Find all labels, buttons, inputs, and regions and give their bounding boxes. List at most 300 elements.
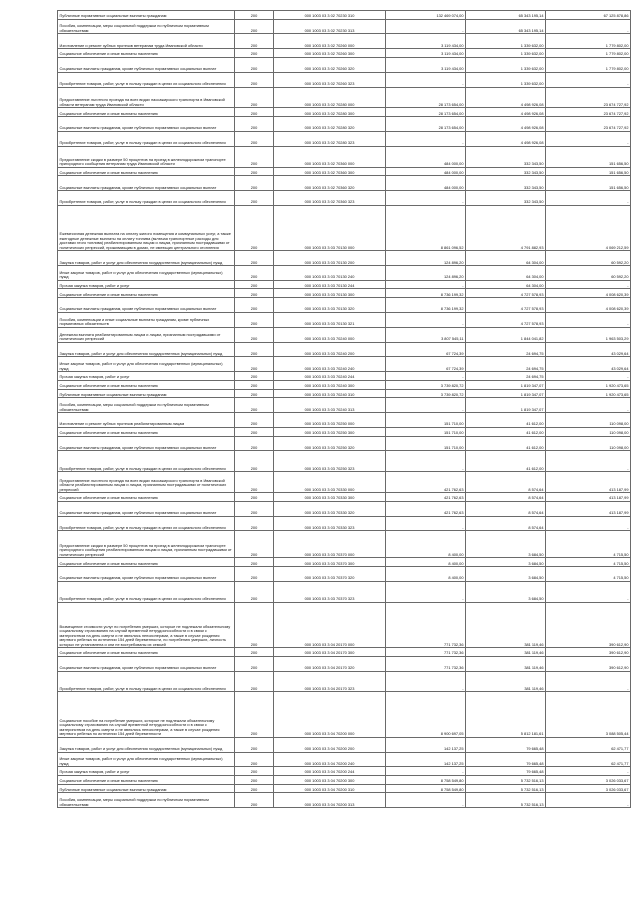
table-row [58, 191, 631, 206]
unexecuted-amount-cell: - [546, 671, 631, 692]
executed-amount-cell: 4 498 926,08 [466, 108, 546, 117]
line-code-cell: 200 [235, 191, 274, 206]
approved-amount-cell: 142 137,25 [386, 752, 466, 767]
budget-execution-table [57, 10, 631, 808]
expense-name-cell: Приобретение товаров, работ, услуг в пользу граждан в целях их социального обеспечения [58, 451, 235, 472]
unexecuted-amount-cell: 413 187,99 [546, 493, 631, 502]
line-code-cell: 200 [235, 117, 274, 132]
expense-name-cell: Приобретение товаров, работ, услуг в пользу граждан в целях их социального обеспечения [58, 131, 235, 146]
approved-amount-cell: 421 762,63 [386, 493, 466, 502]
classification-code-cell: 000 1003 03 3 02 70230 310 [274, 11, 386, 20]
unexecuted-amount-cell: - [546, 72, 631, 87]
expense-name-cell: Приобретение товаров, работ, услуг в пользу граждан в целях их социального обеспечения [58, 72, 235, 87]
table-row [58, 87, 631, 108]
table-row [58, 389, 631, 398]
classification-code-cell: 000 1003 03 3 03 70130 244 [274, 280, 386, 289]
expense-name-cell: Социальные выплаты гражданам, кроме публичных нормативных социальных выплат [58, 656, 235, 671]
expense-name-cell: Денежная выплата реабилитированным лицам и лицам, признанным пострадавшими от политических репрессий [58, 327, 235, 342]
table-row [58, 752, 631, 767]
executed-amount-cell: 381 119,46 [466, 648, 546, 657]
line-code-cell: 200 [235, 493, 274, 502]
approved-amount-cell: 142 137,25 [386, 737, 466, 752]
expense-name-cell: Пособия, компенсации, меры социальной поддержки по публичным нормативным обязательствам [58, 19, 235, 34]
approved-amount-cell: 3 119 434,00 [386, 34, 466, 49]
table-row [58, 11, 631, 20]
line-code-cell: 200 [235, 427, 274, 436]
line-code-cell: 200 [235, 342, 274, 357]
classification-code-cell: 000 1003 03 3 03 70240 244 [274, 372, 386, 381]
line-code-cell: 200 [235, 167, 274, 176]
expense-name-cell: Иные закупки товаров, работ и услуг для обеспечения государственных (муниципальных) нужд [58, 752, 235, 767]
unexecuted-amount-cell: - [546, 767, 631, 776]
table-row [58, 398, 631, 413]
line-code-cell: 200 [235, 531, 274, 558]
expense-name-cell: Социальные выплаты гражданам, кроме публичных нормативных социальных выплат [58, 298, 235, 313]
unexecuted-amount-cell: - [546, 280, 631, 289]
expense-name-cell: Предоставление льготного проезда на всех видах пассажирского транспорта в Ивановской области реабилитированным лицам и лицам, признанным пострадавшими от политических репрессий [58, 472, 235, 493]
executed-amount-cell: 1 819 347,07 [466, 398, 546, 413]
classification-code-cell: 000 1003 03 3 03 70240 310 [274, 389, 386, 398]
unexecuted-amount-cell: 23 674 727,92 [546, 108, 631, 117]
unexecuted-amount-cell: - [546, 131, 631, 146]
table-row [58, 251, 631, 266]
line-code-cell: 200 [235, 451, 274, 472]
classification-code-cell: 000 1003 03 3 03 70240 000 [274, 327, 386, 342]
classification-code-cell: 000 1003 03 3 03 70330 320 [274, 501, 386, 516]
approved-amount-cell: 3 739 820,72 [386, 389, 466, 398]
unexecuted-amount-cell: - [546, 398, 631, 413]
line-code-cell: 200 [235, 19, 274, 34]
expense-name-cell: Социальные выплаты гражданам, кроме публичных нормативных социальных выплат [58, 436, 235, 451]
line-code-cell: 200 [235, 131, 274, 146]
unexecuted-amount-cell: 413 187,99 [546, 501, 631, 516]
expense-name-cell: Изготовление и ремонт зубных протезов ветеранам труда Ивановской области [58, 34, 235, 49]
line-code-cell: 200 [235, 656, 274, 671]
line-code-cell: 200 [235, 372, 274, 381]
classification-code-cell: 000 1003 03 3 03 70370 300 [274, 558, 386, 567]
table-row [58, 57, 631, 72]
line-code-cell: 200 [235, 312, 274, 327]
executed-amount-cell: 332 343,50 [466, 176, 546, 191]
expense-name-cell: Приобретение товаров, работ, услуг в пользу граждан в целях их социального обеспечения [58, 191, 235, 206]
approved-amount-cell: 3 119 434,00 [386, 49, 466, 58]
unexecuted-amount-cell: 23 674 727,92 [546, 117, 631, 132]
unexecuted-amount-cell: 4 008 620,39 [546, 289, 631, 298]
executed-amount-cell: 4 498 926,08 [466, 131, 546, 146]
unexecuted-amount-cell: 43 029,64 [546, 357, 631, 372]
unexecuted-amount-cell: 3 088 505,44 [546, 692, 631, 737]
unexecuted-amount-cell: 390 612,90 [546, 602, 631, 647]
executed-amount-cell: 3 684,50 [466, 567, 546, 582]
executed-amount-cell: 3 684,50 [466, 558, 546, 567]
executed-amount-cell: 8 574,64 [466, 501, 546, 516]
table-row [58, 117, 631, 132]
classification-code-cell: 000 1003 03 3 03 70330 323 [274, 516, 386, 531]
executed-amount-cell: 79 665,48 [466, 767, 546, 776]
expense-name-cell: Закупка товаров, работ и услуг для обеспечения государственных (муниципальных) нужд [58, 737, 235, 752]
executed-amount-cell: 381 119,46 [466, 656, 546, 671]
unexecuted-amount-cell: 1 920 473,65 [546, 380, 631, 389]
unexecuted-amount-cell: 390 612,90 [546, 656, 631, 671]
executed-amount-cell: 64 304,00 [466, 266, 546, 281]
unexecuted-amount-cell: 43 029,64 [546, 342, 631, 357]
line-code-cell: 200 [235, 146, 274, 167]
classification-code-cell: 000 1003 03 3 04 20170 323 [274, 671, 386, 692]
classification-code-cell: 000 1003 03 3 03 70130 240 [274, 266, 386, 281]
unexecuted-amount-cell: - [546, 516, 631, 531]
executed-amount-cell: 4 791 882,93 [466, 205, 546, 250]
classification-code-cell: 000 1003 03 3 02 70360 000 [274, 146, 386, 167]
approved-amount-cell: - [386, 793, 466, 808]
expense-name-cell: Социальное обеспечение и иные выплаты населению [58, 558, 235, 567]
line-code-cell: 200 [235, 205, 274, 250]
expense-name-cell: Предоставление скидки в размере 50 процентов на проезд в железнодорожном транспорте пригородного сообщения ветеранам труда Ивановской области [58, 146, 235, 167]
expense-name-cell: Предоставление скидки в размере 50 процентов на проезд в железнодорожном транспорте пригородного сообщения реабилитированным лицам и лицам, признанным пострадавшими от политических репрессий [58, 531, 235, 558]
approved-amount-cell: 124 896,20 [386, 251, 466, 266]
table-row [58, 767, 631, 776]
expense-name-cell: Социальное обеспечение и иные выплаты населению [58, 427, 235, 436]
line-code-cell: 200 [235, 34, 274, 49]
classification-code-cell: 000 1003 03 3 02 70260 323 [274, 72, 386, 87]
expense-name-cell: Социальное обеспечение и иные выплаты населению [58, 775, 235, 784]
executed-amount-cell: 8 574,64 [466, 493, 546, 502]
expense-name-cell: Прочая закупка товаров, работ и услуг [58, 372, 235, 381]
table-row [58, 737, 631, 752]
expense-name-cell: Социальное обеспечение и иные выплаты населению [58, 49, 235, 58]
line-code-cell: 200 [235, 436, 274, 451]
executed-amount-cell: 4 727 578,93 [466, 289, 546, 298]
classification-code-cell: 000 1003 03 3 03 70130 200 [274, 251, 386, 266]
table-row [58, 793, 631, 808]
line-code-cell: 200 [235, 567, 274, 582]
approved-amount-cell: - [386, 767, 466, 776]
expense-name-cell: Предоставление льготного проезда на всех видах пассажирского транспорта в Ивановской области ветеранам труда Ивановской области [58, 87, 235, 108]
table-row [58, 298, 631, 313]
approved-amount-cell: 8 400,00 [386, 567, 466, 582]
expense-name-cell: Пособия, компенсации, меры социальной поддержки по публичным нормативным обязательствам [58, 398, 235, 413]
expense-name-cell: Иные закупки товаров, работ и услуг для обеспечения государственных (муниципальных) нужд [58, 357, 235, 372]
unexecuted-amount-cell: 23 674 727,92 [546, 87, 631, 108]
line-code-cell: 200 [235, 516, 274, 531]
expense-name-cell: Приобретение товаров, работ, услуг в пользу граждан в целях их социального обеспечения [58, 671, 235, 692]
approved-amount-cell: 8 861 096,52 [386, 205, 466, 250]
executed-amount-cell: 4 498 926,08 [466, 117, 546, 132]
classification-code-cell: 000 1003 03 3 03 70130 320 [274, 298, 386, 313]
classification-code-cell: 000 1003 03 3 03 70130 321 [274, 312, 386, 327]
line-code-cell: 200 [235, 692, 274, 737]
approved-amount-cell: - [386, 516, 466, 531]
approved-amount-cell: 124 896,20 [386, 266, 466, 281]
approved-amount-cell: 132 469 074,00 [386, 11, 466, 20]
table-row [58, 327, 631, 342]
expense-name-cell: Социальные выплаты гражданам, кроме публичных нормативных социальных выплат [58, 176, 235, 191]
table-row [58, 413, 631, 428]
budget-table-body [58, 11, 631, 808]
executed-amount-cell: 5 732 516,13 [466, 793, 546, 808]
unexecuted-amount-cell: - [546, 19, 631, 34]
approved-amount-cell: 771 732,36 [386, 656, 466, 671]
unexecuted-amount-cell: - [546, 191, 631, 206]
approved-amount-cell: - [386, 131, 466, 146]
approved-amount-cell: - [386, 191, 466, 206]
unexecuted-amount-cell: - [546, 581, 631, 602]
expense-name-cell: Публичные нормативные социальные выплаты гражданам [58, 11, 235, 20]
line-code-cell: 200 [235, 648, 274, 657]
unexecuted-amount-cell: 390 612,90 [546, 648, 631, 657]
table-row [58, 775, 631, 784]
approved-amount-cell: 421 762,63 [386, 472, 466, 493]
line-code-cell: 200 [235, 289, 274, 298]
approved-amount-cell: 484 000,00 [386, 146, 466, 167]
table-row [58, 501, 631, 516]
line-code-cell: 200 [235, 327, 274, 342]
executed-amount-cell: 4 727 578,93 [466, 312, 546, 327]
approved-amount-cell: 151 710,00 [386, 436, 466, 451]
classification-code-cell: 000 1003 03 3 04 70200 313 [274, 793, 386, 808]
expense-name-cell: Социальные выплаты гражданам, кроме публичных нормативных социальных выплат [58, 57, 235, 72]
unexecuted-amount-cell: 60 592,20 [546, 266, 631, 281]
line-code-cell: 200 [235, 87, 274, 108]
executed-amount-cell: 5 732 516,13 [466, 775, 546, 784]
classification-code-cell: 000 1003 03 3 03 70330 300 [274, 493, 386, 502]
executed-amount-cell: 41 612,00 [466, 427, 546, 436]
approved-amount-cell: 3 807 545,11 [386, 327, 466, 342]
line-code-cell: 200 [235, 298, 274, 313]
approved-amount-cell: 3 119 434,00 [386, 57, 466, 72]
approved-amount-cell: 771 732,36 [386, 648, 466, 657]
executed-amount-cell: 1 339 632,00 [466, 34, 546, 49]
expense-name-cell: Социальное обеспечение и иные выплаты населению [58, 380, 235, 389]
line-code-cell: 200 [235, 266, 274, 281]
table-row [58, 372, 631, 381]
line-code-cell: 200 [235, 602, 274, 647]
executed-amount-cell: 24 694,75 [466, 342, 546, 357]
table-row [58, 602, 631, 647]
line-code-cell: 200 [235, 501, 274, 516]
table-row [58, 656, 631, 671]
unexecuted-amount-cell: - [546, 372, 631, 381]
table-row [58, 451, 631, 472]
table-row [58, 531, 631, 558]
approved-amount-cell: 67 724,39 [386, 357, 466, 372]
line-code-cell: 200 [235, 793, 274, 808]
classification-code-cell: 000 1003 03 3 02 70360 320 [274, 176, 386, 191]
line-code-cell: 200 [235, 57, 274, 72]
unexecuted-amount-cell: 3 026 033,67 [546, 775, 631, 784]
approved-amount-cell: - [386, 398, 466, 413]
approved-amount-cell: 28 173 654,00 [386, 87, 466, 108]
executed-amount-cell: 79 665,48 [466, 737, 546, 752]
line-code-cell: 200 [235, 472, 274, 493]
table-row [58, 567, 631, 582]
line-code-cell: 200 [235, 737, 274, 752]
unexecuted-amount-cell: 413 187,99 [546, 472, 631, 493]
table-row [58, 558, 631, 567]
classification-code-cell: 000 1003 03 3 02 70280 323 [274, 131, 386, 146]
line-code-cell: 200 [235, 581, 274, 602]
approved-amount-cell: 421 762,63 [386, 501, 466, 516]
executed-amount-cell: 24 694,75 [466, 357, 546, 372]
classification-code-cell: 000 1003 03 3 02 70260 000 [274, 34, 386, 49]
executed-amount-cell: 332 343,50 [466, 191, 546, 206]
expense-name-cell: Возмещение стоимости услуг по погребению умерших, которые не подлежали обязательному социальному страхованию на случай временной нетрудоспособности и в связи с материнством на день смерти и не являлись пенсионерами, а также в случае рождения мертвого ребенка по истечении 154 дней беременности, по погребению умерших, личность которых не установлена и они не востребованы их семьей [58, 602, 235, 647]
classification-code-cell: 000 1003 03 3 04 70200 000 [274, 692, 386, 737]
approved-amount-cell: 28 173 654,00 [386, 117, 466, 132]
unexecuted-amount-cell: 62 471,77 [546, 752, 631, 767]
classification-code-cell: 000 1003 03 3 02 70260 300 [274, 49, 386, 58]
table-row [58, 472, 631, 493]
approved-amount-cell: 151 710,00 [386, 413, 466, 428]
classification-code-cell: 000 1003 03 3 03 70130 000 [274, 205, 386, 250]
approved-amount-cell: 8 900 697,05 [386, 692, 466, 737]
line-code-cell: 200 [235, 775, 274, 784]
line-code-cell: 200 [235, 357, 274, 372]
unexecuted-amount-cell: 4 715,50 [546, 558, 631, 567]
table-row [58, 516, 631, 531]
table-row [58, 380, 631, 389]
line-code-cell: 200 [235, 72, 274, 87]
unexecuted-amount-cell: 1 779 802,00 [546, 49, 631, 58]
approved-amount-cell: 151 710,00 [386, 427, 466, 436]
table-row [58, 671, 631, 692]
line-code-cell: 200 [235, 671, 274, 692]
executed-amount-cell: 1 339 632,00 [466, 49, 546, 58]
executed-amount-cell: 332 343,50 [466, 146, 546, 167]
approved-amount-cell: 771 732,36 [386, 602, 466, 647]
unexecuted-amount-cell: 62 471,77 [546, 737, 631, 752]
executed-amount-cell: 1 339 632,00 [466, 57, 546, 72]
classification-code-cell: 000 1003 03 3 03 70130 300 [274, 289, 386, 298]
unexecuted-amount-cell: 4 715,50 [546, 531, 631, 558]
classification-code-cell: 000 1003 03 3 03 70240 240 [274, 357, 386, 372]
unexecuted-amount-cell: - [546, 451, 631, 472]
table-row [58, 108, 631, 117]
approved-amount-cell: 8 758 549,80 [386, 775, 466, 784]
line-code-cell: 200 [235, 251, 274, 266]
approved-amount-cell: - [386, 312, 466, 327]
table-row [58, 289, 631, 298]
executed-amount-cell: 4 727 578,93 [466, 298, 546, 313]
table-row [58, 146, 631, 167]
executed-amount-cell: 79 665,48 [466, 752, 546, 767]
table-row [58, 436, 631, 451]
table-row [58, 692, 631, 737]
approved-amount-cell: 8 400,00 [386, 558, 466, 567]
classification-code-cell: 000 1003 03 3 03 70240 313 [274, 398, 386, 413]
executed-amount-cell: 64 304,00 [466, 280, 546, 289]
executed-amount-cell: 41 612,00 [466, 413, 546, 428]
approved-amount-cell: 8 736 199,32 [386, 289, 466, 298]
classification-code-cell: 000 1003 03 3 03 70370 000 [274, 531, 386, 558]
classification-code-cell: 000 1003 03 3 03 70240 300 [274, 380, 386, 389]
expense-name-cell: Пособия, компенсации, меры социальной поддержки по публичным нормативным обязательствам [58, 793, 235, 808]
table-row [58, 19, 631, 34]
unexecuted-amount-cell: 1 779 802,00 [546, 57, 631, 72]
table-row [58, 176, 631, 191]
approved-amount-cell: 8 736 199,32 [386, 298, 466, 313]
approved-amount-cell: - [386, 372, 466, 381]
table-row [58, 581, 631, 602]
classification-code-cell: 000 1003 03 3 04 70200 244 [274, 767, 386, 776]
classification-code-cell: 000 1003 03 3 03 70330 000 [274, 472, 386, 493]
expense-name-cell: Социальное обеспечение и иные выплаты населению [58, 648, 235, 657]
classification-code-cell: 000 1003 03 3 04 20170 320 [274, 656, 386, 671]
classification-code-cell: 000 1003 03 3 04 70200 300 [274, 775, 386, 784]
table-row [58, 493, 631, 502]
unexecuted-amount-cell: 3 026 033,67 [546, 784, 631, 793]
line-code-cell: 200 [235, 752, 274, 767]
approved-amount-cell: 484 000,00 [386, 167, 466, 176]
unexecuted-amount-cell: 1 779 802,00 [546, 34, 631, 49]
unexecuted-amount-cell: 110 098,00 [546, 436, 631, 451]
expense-name-cell: Пособия, компенсации и иные социальные выплаты гражданам, кроме публичных нормативных обязательств [58, 312, 235, 327]
classification-code-cell: 000 1003 03 3 02 70360 323 [274, 191, 386, 206]
expense-name-cell: Социальные выплаты гражданам, кроме публичных нормативных социальных выплат [58, 567, 235, 582]
expense-name-cell: Прочая закупка товаров, работ и услуг [58, 767, 235, 776]
expense-name-cell: Социальные выплаты гражданам, кроме публичных нормативных социальных выплат [58, 117, 235, 132]
line-code-cell: 200 [235, 108, 274, 117]
line-code-cell: 200 [235, 413, 274, 428]
approved-amount-cell: - [386, 280, 466, 289]
classification-code-cell: 000 1003 03 3 04 70200 240 [274, 752, 386, 767]
table-row [58, 312, 631, 327]
table-row [58, 72, 631, 87]
classification-code-cell: 000 1003 03 3 02 70260 320 [274, 57, 386, 72]
expense-name-cell: Изготовление и ремонт зубных протезов реабилитированным лицам [58, 413, 235, 428]
unexecuted-amount-cell: - [546, 312, 631, 327]
expense-name-cell: Социальное обеспечение и иные выплаты населению [58, 108, 235, 117]
executed-amount-cell: 4 498 926,08 [466, 87, 546, 108]
executed-amount-cell: 1 844 041,82 [466, 327, 546, 342]
unexecuted-amount-cell: 4 008 620,39 [546, 298, 631, 313]
approved-amount-cell: - [386, 581, 466, 602]
line-code-cell: 200 [235, 380, 274, 389]
classification-code-cell: 000 1003 03 3 04 20170 300 [274, 648, 386, 657]
line-code-cell: 200 [235, 389, 274, 398]
table-row [58, 131, 631, 146]
expense-name-cell: Ежемесячная денежная выплата на оплату жилого помещения и коммунальных услуг, а также ежегодные денежные выплаты на оплату топлива (включая транспортные расходы для доставки этого топлива) реабилитированным лицам и лицам, признанным пострадавшими от политических репрессий, проживающим в домах, не имеющих центрального отопления [58, 205, 235, 250]
unexecuted-amount-cell: 4 715,50 [546, 567, 631, 582]
expense-name-cell: Социальное пособие на погребение умерших, которые не подлежали обязательному социальному страхованию на случай временной нетрудоспособности и в связи с материнством на день смерти и не являлись пенсионерами, а также в случае рождения мертвого ребенка по истечении 154 дней беременности [58, 692, 235, 737]
executed-amount-cell: 5 732 516,13 [466, 784, 546, 793]
line-code-cell: 200 [235, 558, 274, 567]
line-code-cell: 200 [235, 398, 274, 413]
unexecuted-amount-cell: 1 920 473,65 [546, 389, 631, 398]
expense-name-cell: Закупка товаров, работ и услуг для обеспечения государственных (муниципальных) нужд [58, 251, 235, 266]
executed-amount-cell: 24 694,75 [466, 372, 546, 381]
classification-code-cell: 000 1003 03 3 02 70280 300 [274, 108, 386, 117]
unexecuted-amount-cell: 151 656,50 [546, 176, 631, 191]
table-row [58, 648, 631, 657]
approved-amount-cell: - [386, 671, 466, 692]
unexecuted-amount-cell: 151 656,50 [546, 167, 631, 176]
table-row [58, 205, 631, 250]
executed-amount-cell: 8 574,64 [466, 472, 546, 493]
classification-code-cell: 000 1003 03 3 02 70360 300 [274, 167, 386, 176]
unexecuted-amount-cell: 67 125 878,86 [546, 11, 631, 20]
unexecuted-amount-cell: 60 592,20 [546, 251, 631, 266]
classification-code-cell: 000 1003 03 3 03 70250 320 [274, 436, 386, 451]
approved-amount-cell: - [386, 19, 466, 34]
line-code-cell: 200 [235, 767, 274, 776]
approved-amount-cell: 484 000,00 [386, 176, 466, 191]
classification-code-cell: 000 1003 03 3 02 70280 000 [274, 87, 386, 108]
expense-name-cell: Публичные нормативные социальные выплаты гражданам [58, 389, 235, 398]
approved-amount-cell: 67 724,39 [386, 342, 466, 357]
expense-name-cell: Социальные выплаты гражданам, кроме публичных нормативных социальных выплат [58, 501, 235, 516]
approved-amount-cell: - [386, 72, 466, 87]
line-code-cell: 200 [235, 280, 274, 289]
